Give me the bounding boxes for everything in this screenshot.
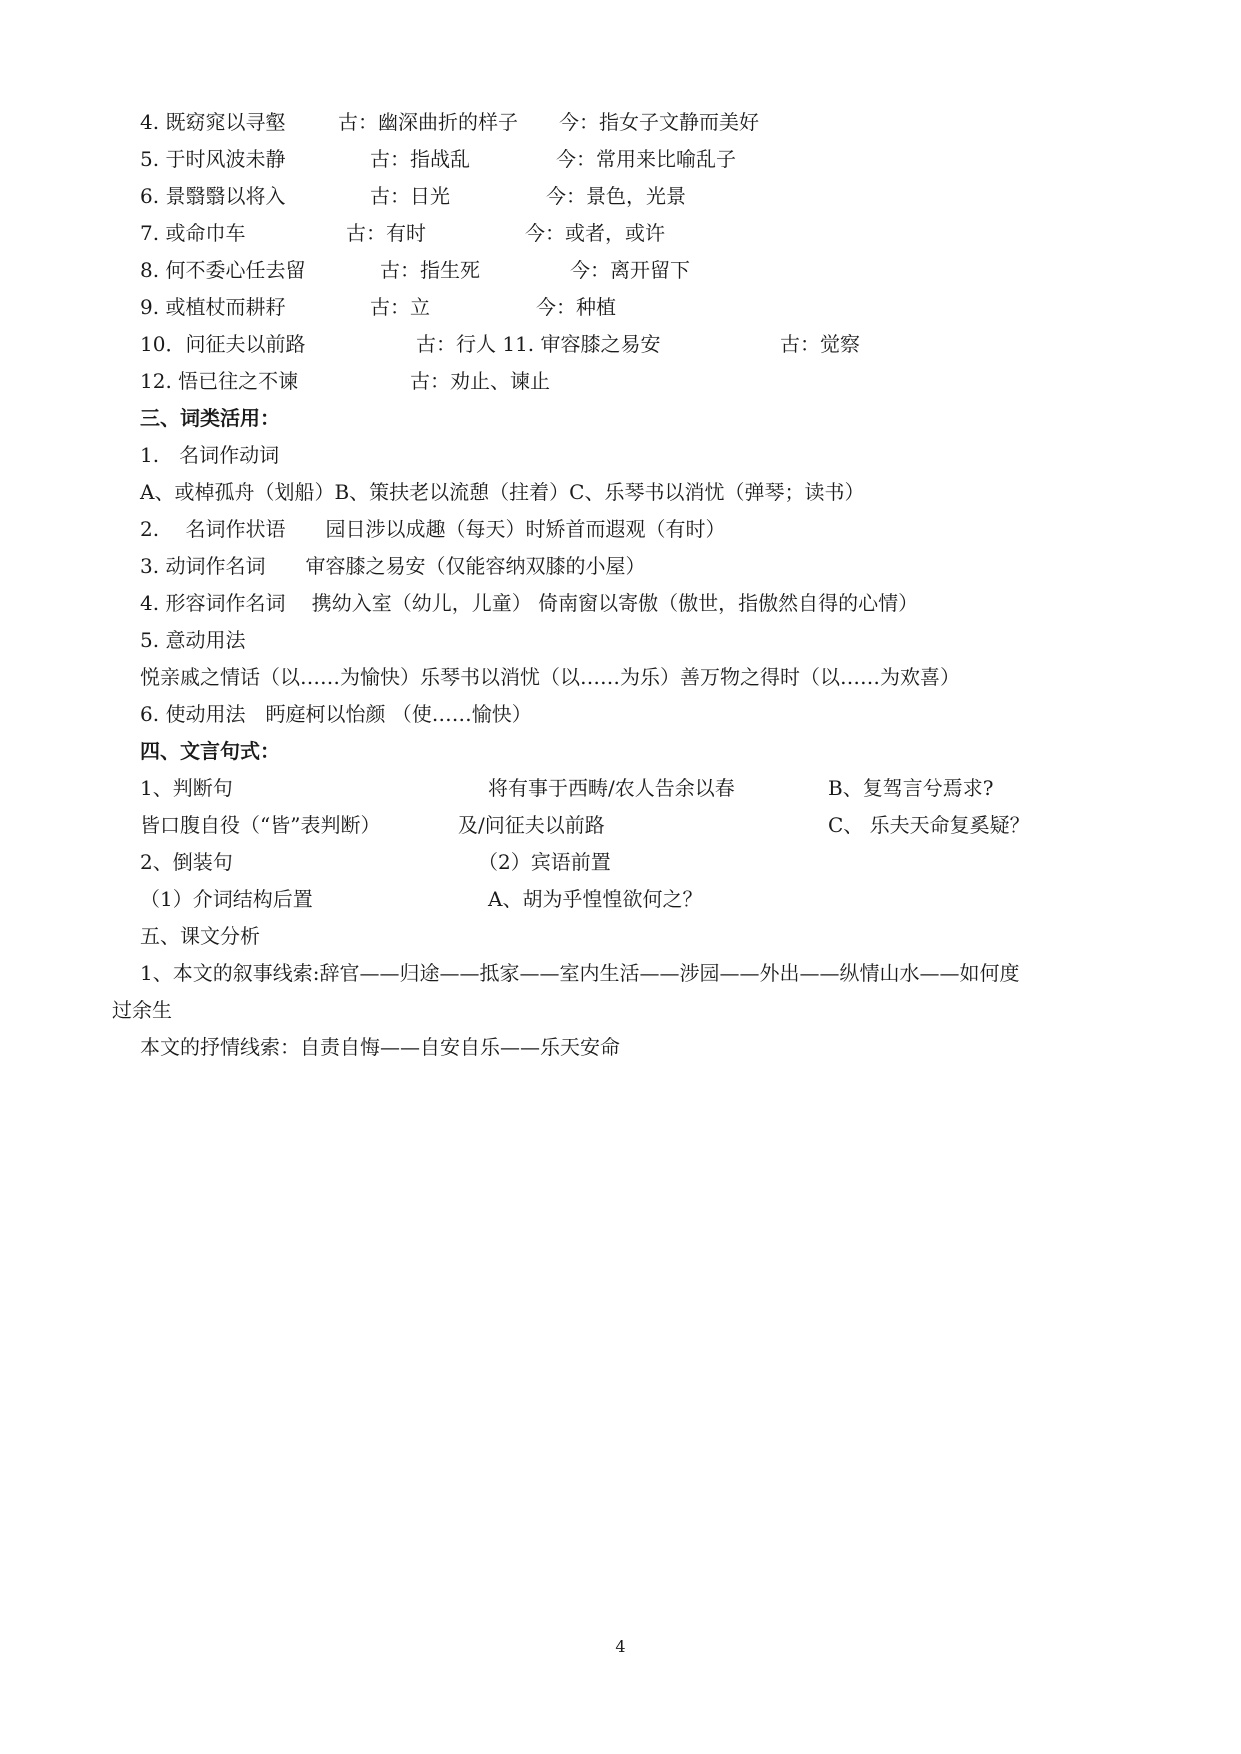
fenxi-text: 1、本文的叙事线索:辞官——归途——抵家——室内生活——涉园——外出——纵情山水——如何度 [140, 961, 1020, 985]
gujin-word: 7. 或命巾车 [140, 221, 246, 245]
jushi-cell: C、 乐夫天命复奚疑？ [828, 813, 1030, 837]
jushi-cell: 皆口腹自役（“皆”表判断） [140, 813, 381, 837]
cilei-row [0, 622, 1241, 659]
gujin-modern: 今：景色，光景 [546, 184, 686, 208]
page-number: 4 [615, 1637, 626, 1656]
section-heading-text: 五、课文分析 [140, 924, 260, 948]
gujin-row-5 [0, 141, 1241, 178]
jushi-cell: 2、倒装句 [140, 850, 233, 874]
gujin-modern: 今：常用来比喻乱子 [556, 147, 736, 171]
cilei-row [0, 548, 1241, 585]
gujin-ancient: 古：指战乱 [370, 147, 470, 171]
section-heading-ciLei [0, 400, 1241, 437]
cilei-row [0, 659, 1241, 696]
cilei-text: 5. 意动用法 [140, 628, 246, 652]
cilei-text: A、或棹孤舟（划船）B、策扶老以流憩（拄着）C、乐琴书以消忧（弹琴；读书） [140, 480, 865, 504]
jushi-row [0, 770, 1241, 807]
jushi-row [0, 844, 1241, 881]
fenxi-paragraph [0, 1029, 1241, 1066]
gujin-ancient: 古：立 [370, 295, 430, 319]
cilei-text: 悦亲戚之情话（以……为愉快）乐琴书以消忧（以……为乐）善万物之得时（以……为欢喜） [140, 665, 960, 689]
cilei-row [0, 437, 1241, 474]
section-heading-juShi [0, 733, 1241, 770]
gujin-row-9 [0, 289, 1241, 326]
gujin-word: 12. 悟已往之不谏 [140, 369, 299, 393]
fenxi-paragraph [0, 955, 1241, 992]
gujin-word: 8. 何不委心任去留 [140, 258, 306, 282]
jushi-cell: 1、判断句 [140, 776, 233, 800]
jushi-cell: B、复驾言兮焉求? [828, 776, 994, 800]
gujin-word: 4. 既窈窕以寻壑 [140, 110, 286, 134]
jushi-row [0, 881, 1241, 918]
cilei-row [0, 696, 1241, 733]
section-heading-text: 三、词类活用： [140, 406, 280, 430]
cilei-text: 1. 名词作动词 [140, 443, 280, 467]
gujin-word: 9. 或植杖而耕耔 [140, 295, 286, 319]
gujin-ancient: 古：有时 [346, 221, 426, 245]
gujin-ancient: 古：指生死 [380, 258, 480, 282]
gujin-row-8 [0, 252, 1241, 289]
gujin-word: 5. 于时风波未静 [140, 147, 286, 171]
cilei-text: 2. 名词作状语 园日涉以成趣（每天）时矫首而遐观（有时） [140, 517, 726, 541]
section-heading-fenXi [0, 918, 1241, 955]
gujin-modern: 今：种植 [536, 295, 616, 319]
jushi-cell: （2）宾语前置 [478, 850, 611, 874]
gujin-row-4 [0, 104, 1241, 141]
fenxi-text: 本文的抒情线索：自责自悔——自安自乐——乐天安命 [140, 1035, 620, 1059]
jushi-cell: 将有事于西畴/农人告余以春 [488, 776, 735, 800]
gujin-word: 6. 景翳翳以将入 [140, 184, 286, 208]
cilei-row [0, 511, 1241, 548]
gujin-row-7 [0, 215, 1241, 252]
fenxi-paragraph [0, 992, 1241, 1029]
gujin-modern: 古：觉察 [780, 332, 860, 356]
cilei-row [0, 474, 1241, 511]
gujin-row-12 [0, 363, 1241, 400]
fenxi-text: 过余生 [112, 998, 172, 1022]
cilei-row [0, 585, 1241, 622]
jushi-row [0, 807, 1241, 844]
jushi-cell: （1）介词结构后置 [140, 887, 313, 911]
jushi-cell: 及/问征夫以前路 [458, 813, 605, 837]
jushi-cell: A、胡为乎惶惶欲何之？ [488, 887, 703, 911]
cilei-text: 4. 形容词作名词 携幼入室（幼儿，儿童） 倚南窗以寄傲（傲世，指傲然自得的心情） [140, 591, 919, 615]
gujin-word: 10．问征夫以前路 [140, 332, 306, 356]
gujin-row-10 [0, 326, 1241, 363]
gujin-ancient: 古：行人 11. 审容膝之易安 [416, 332, 661, 356]
gujin-modern: 今：离开留下 [570, 258, 690, 282]
gujin-row-6 [0, 178, 1241, 215]
cilei-text: 6. 使动用法 眄庭柯以怡颜 （使……愉快） [140, 702, 532, 726]
gujin-modern: 今：指女子文静而美好 [559, 110, 759, 134]
gujin-modern: 今：或者，或许 [525, 221, 665, 245]
cilei-text: 3. 动词作名词 审容膝之易安（仅能容纳双膝的小屋） [140, 554, 646, 578]
gujin-ancient: 古：幽深曲折的样子 [338, 110, 518, 134]
section-heading-text: 四、文言句式： [140, 739, 280, 763]
gujin-ancient: 古：劝止、谏止 [410, 369, 550, 393]
gujin-ancient: 古：日光 [370, 184, 450, 208]
